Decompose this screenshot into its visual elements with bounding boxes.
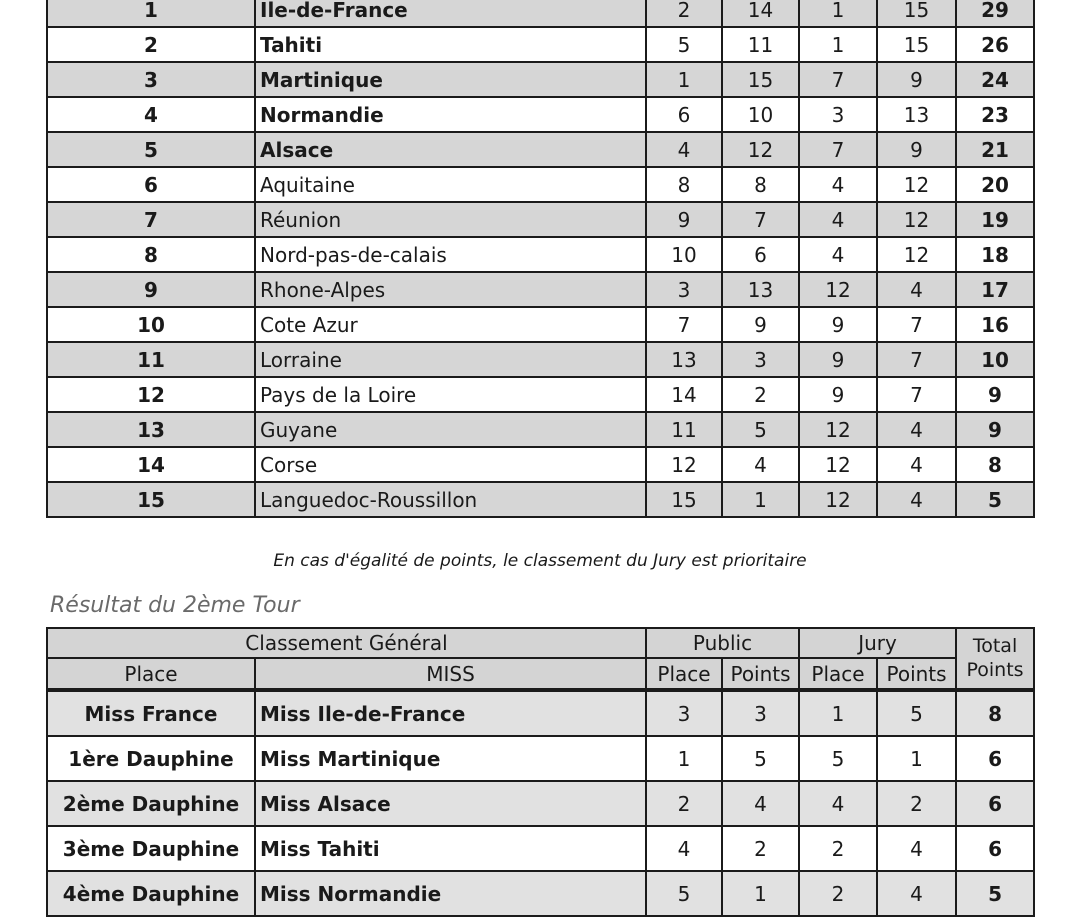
table-row [47, 237, 1034, 272]
jury-place-cell: 1 [799, 27, 877, 62]
public-points-cell: 11 [722, 27, 799, 62]
public-points-cell: 6 [722, 237, 799, 272]
public-place-cell: 12 [646, 447, 722, 482]
header-jury-place: Place [799, 658, 877, 690]
total-points-cell: 24 [956, 62, 1034, 97]
jury-points-cell: 15 [877, 0, 956, 27]
table-row [47, 27, 1034, 62]
total-points-cell: 9 [956, 412, 1034, 447]
jury-points-cell: 4 [877, 871, 956, 916]
jury-points-cell: 12 [877, 237, 956, 272]
miss-cell: Miss Ile-de-France [255, 690, 646, 736]
public-place-cell: 2 [646, 0, 722, 27]
rank-cell: 11 [47, 342, 255, 377]
header-jury: Jury [799, 628, 956, 658]
jury-points-cell: 4 [877, 412, 956, 447]
table-row [47, 690, 1034, 736]
table-row [47, 202, 1034, 237]
rank-cell: 12 [47, 377, 255, 412]
total-points-cell: 8 [956, 690, 1034, 736]
table-row [47, 781, 1034, 826]
rank-cell: 6 [47, 167, 255, 202]
header-public-points: Points [722, 658, 799, 690]
jury-place-cell: 7 [799, 132, 877, 167]
public-place-cell: 5 [646, 27, 722, 62]
total-points-cell: 18 [956, 237, 1034, 272]
miss-cell: Miss Normandie [255, 871, 646, 916]
total-points-cell: 19 [956, 202, 1034, 237]
public-points-cell: 13 [722, 272, 799, 307]
public-place-cell: 9 [646, 202, 722, 237]
table-row [47, 736, 1034, 781]
miss-cell: Miss Alsace [255, 781, 646, 826]
table-row [47, 62, 1034, 97]
public-place-cell: 7 [646, 307, 722, 342]
jury-place-cell: 7 [799, 62, 877, 97]
public-place-cell: 3 [646, 690, 722, 736]
public-points-cell: 5 [722, 736, 799, 781]
jury-points-cell: 7 [877, 377, 956, 412]
jury-place-cell: 4 [799, 167, 877, 202]
public-points-cell: 14 [722, 0, 799, 27]
total-points-cell: 5 [956, 482, 1034, 517]
header-public-place: Place [646, 658, 722, 690]
header-jury-points: Points [877, 658, 956, 690]
public-place-cell: 4 [646, 132, 722, 167]
jury-place-cell: 4 [799, 781, 877, 826]
jury-place-cell: 4 [799, 202, 877, 237]
public-points-cell: 10 [722, 97, 799, 132]
jury-place-cell: 2 [799, 826, 877, 871]
jury-points-cell: 15 [877, 27, 956, 62]
public-place-cell: 1 [646, 62, 722, 97]
public-points-cell: 3 [722, 342, 799, 377]
public-points-cell: 15 [722, 62, 799, 97]
rank-cell: 15 [47, 482, 255, 517]
jury-place-cell: 9 [799, 342, 877, 377]
region-cell: Alsace [255, 132, 646, 167]
total-points-cell: 26 [956, 27, 1034, 62]
title-cell: 4ème Dauphine [47, 871, 255, 916]
public-place-cell: 15 [646, 482, 722, 517]
jury-points-cell: 12 [877, 167, 956, 202]
jury-place-cell: 9 [799, 377, 877, 412]
public-place-cell: 6 [646, 97, 722, 132]
jury-place-cell: 9 [799, 307, 877, 342]
jury-place-cell: 3 [799, 97, 877, 132]
jury-place-cell: 1 [799, 690, 877, 736]
rank-cell: 3 [47, 62, 255, 97]
table-row [47, 826, 1034, 871]
rank-cell: 7 [47, 202, 255, 237]
tie-break-note: En cas d'égalité de points, le classement du Jury est prioritaire [273, 551, 807, 571]
jury-place-cell: 2 [799, 871, 877, 916]
total-points-cell: 8 [956, 447, 1034, 482]
jury-points-cell: 2 [877, 781, 956, 826]
public-points-cell: 1 [722, 482, 799, 517]
jury-points-cell: 7 [877, 307, 956, 342]
region-cell: Aquitaine [255, 167, 646, 202]
total-points-cell: 6 [956, 826, 1034, 871]
jury-points-cell: 1 [877, 736, 956, 781]
public-points-cell: 4 [722, 447, 799, 482]
region-cell: Guyane [255, 412, 646, 447]
region-cell: Ile-de-France [255, 0, 646, 27]
table-row [47, 412, 1034, 447]
title-cell: Miss France [47, 690, 255, 736]
public-place-cell: 10 [646, 237, 722, 272]
public-points-cell: 5 [722, 412, 799, 447]
jury-points-cell: 13 [877, 97, 956, 132]
round1-results-table [46, 0, 1035, 518]
region-cell: Lorraine [255, 342, 646, 377]
rank-cell: 14 [47, 447, 255, 482]
public-points-cell: 2 [722, 826, 799, 871]
header-total-line2: Points [966, 658, 1024, 681]
header-classement-general: Classement Général [47, 628, 646, 658]
region-cell: Pays de la Loire [255, 377, 646, 412]
round2-title: Résultat du 2ème Tour [50, 593, 300, 618]
region-cell: Tahiti [255, 27, 646, 62]
public-place-cell: 8 [646, 167, 722, 202]
public-points-cell: 1 [722, 871, 799, 916]
public-place-cell: 5 [646, 871, 722, 916]
rank-cell: 8 [47, 237, 255, 272]
public-points-cell: 4 [722, 781, 799, 826]
public-points-cell: 12 [722, 132, 799, 167]
public-place-cell: 11 [646, 412, 722, 447]
miss-cell: Miss Tahiti [255, 826, 646, 871]
jury-place-cell: 12 [799, 412, 877, 447]
jury-place-cell: 12 [799, 447, 877, 482]
total-points-cell: 21 [956, 132, 1034, 167]
public-place-cell: 2 [646, 781, 722, 826]
table-row [47, 482, 1034, 517]
table-row [47, 871, 1034, 916]
total-points-cell: 10 [956, 342, 1034, 377]
jury-place-cell: 5 [799, 736, 877, 781]
rank-cell: 10 [47, 307, 255, 342]
public-points-cell: 8 [722, 167, 799, 202]
header-total-line1: Total [972, 634, 1018, 657]
jury-points-cell: 5 [877, 690, 956, 736]
header-total-points [956, 628, 1034, 690]
total-points-cell: 23 [956, 97, 1034, 132]
public-place-cell: 14 [646, 377, 722, 412]
total-points-cell: 6 [956, 781, 1034, 826]
total-points-cell: 5 [956, 871, 1034, 916]
round2-results-table [46, 627, 1035, 917]
table-row [47, 132, 1034, 167]
region-cell: Martinique [255, 62, 646, 97]
region-cell: Rhone-Alpes [255, 272, 646, 307]
jury-points-cell: 4 [877, 272, 956, 307]
total-points-cell: 6 [956, 736, 1034, 781]
header-place: Place [47, 658, 255, 690]
rank-cell: 1 [47, 0, 255, 27]
table-row [47, 167, 1034, 202]
public-place-cell: 13 [646, 342, 722, 377]
title-cell: 1ère Dauphine [47, 736, 255, 781]
public-points-cell: 3 [722, 690, 799, 736]
jury-points-cell: 7 [877, 342, 956, 377]
header-miss: MISS [255, 658, 646, 690]
region-cell: Normandie [255, 97, 646, 132]
header-public: Public [646, 628, 799, 658]
total-points-cell: 16 [956, 307, 1034, 342]
public-points-cell: 9 [722, 307, 799, 342]
jury-place-cell: 1 [799, 0, 877, 27]
jury-points-cell: 4 [877, 482, 956, 517]
jury-points-cell: 4 [877, 826, 956, 871]
table-row [47, 447, 1034, 482]
table-row [47, 342, 1034, 377]
region-cell: Cote Azur [255, 307, 646, 342]
miss-cell: Miss Martinique [255, 736, 646, 781]
public-place-cell: 1 [646, 736, 722, 781]
jury-place-cell: 12 [799, 482, 877, 517]
public-place-cell: 4 [646, 826, 722, 871]
title-cell: 3ème Dauphine [47, 826, 255, 871]
region-cell: Languedoc-Roussillon [255, 482, 646, 517]
jury-points-cell: 9 [877, 62, 956, 97]
jury-points-cell: 12 [877, 202, 956, 237]
jury-points-cell: 4 [877, 447, 956, 482]
region-cell: Corse [255, 447, 646, 482]
total-points-cell: 20 [956, 167, 1034, 202]
total-points-cell: 9 [956, 377, 1034, 412]
public-points-cell: 2 [722, 377, 799, 412]
region-cell: Nord-pas-de-calais [255, 237, 646, 272]
jury-place-cell: 12 [799, 272, 877, 307]
rank-cell: 2 [47, 27, 255, 62]
table-row [47, 377, 1034, 412]
jury-place-cell: 4 [799, 237, 877, 272]
rank-cell: 5 [47, 132, 255, 167]
rank-cell: 4 [47, 97, 255, 132]
region-cell: Réunion [255, 202, 646, 237]
rank-cell: 13 [47, 412, 255, 447]
jury-points-cell: 9 [877, 132, 956, 167]
rank-cell: 9 [47, 272, 255, 307]
table-row [47, 0, 1034, 27]
total-points-cell: 29 [956, 0, 1034, 27]
public-place-cell: 3 [646, 272, 722, 307]
table-row [47, 272, 1034, 307]
public-points-cell: 7 [722, 202, 799, 237]
table-row [47, 97, 1034, 132]
table-row [47, 307, 1034, 342]
total-points-cell: 17 [956, 272, 1034, 307]
title-cell: 2ème Dauphine [47, 781, 255, 826]
